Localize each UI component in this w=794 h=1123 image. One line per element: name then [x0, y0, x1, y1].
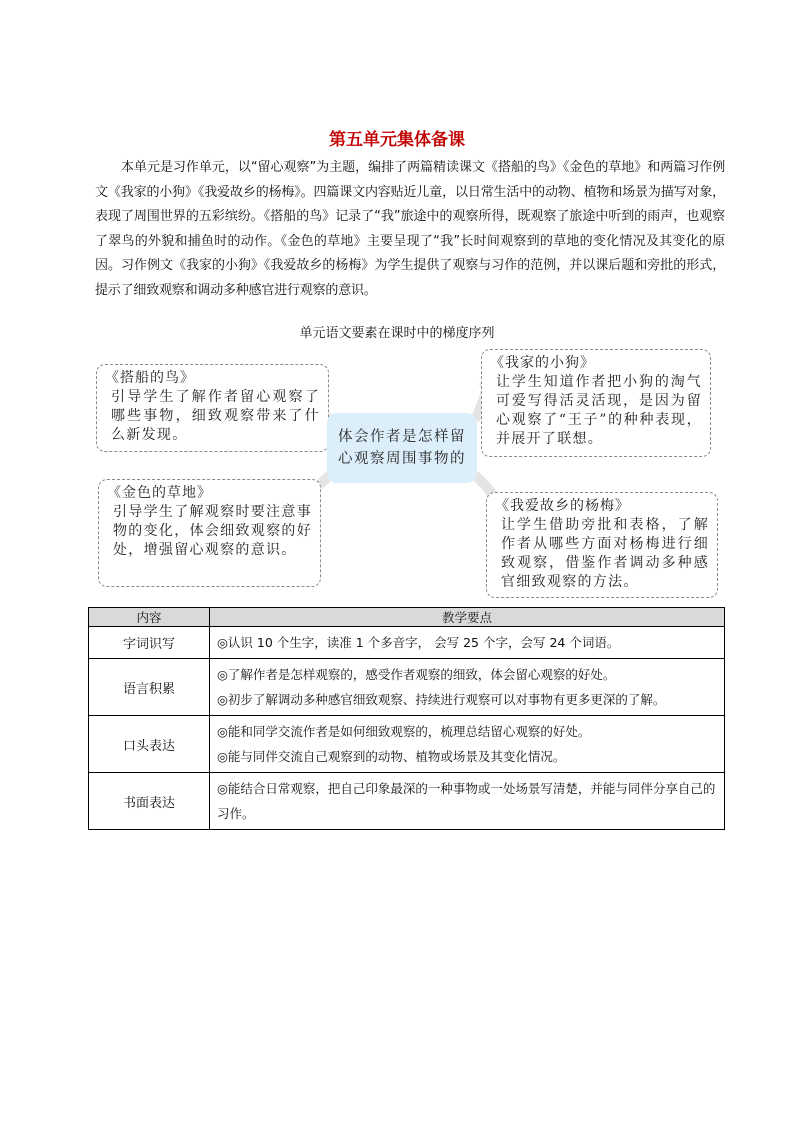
node-title: 《金色的草地》 — [107, 485, 212, 501]
row-category: 语言积累 — [89, 659, 210, 716]
point-item: ◎能结合日常观察，把自己印象最深的一种事物或一处场景写清楚，并能与同伴分享自己的习作。 — [217, 781, 716, 821]
concept-diagram — [90, 345, 730, 600]
header-teaching-points: 教学要点 — [210, 608, 725, 627]
point-item: ◎能与同伴交流自己观察到的动物、植物或场景及其变化情况。 — [217, 749, 566, 764]
row-points — [210, 716, 725, 773]
table-row — [89, 773, 725, 830]
header-content: 内容 — [89, 608, 210, 627]
point-item: ◎能和同学交流作者是如何细致观察的，梳理总结留心观察的好处。 — [217, 724, 591, 739]
row-category: 口头表达 — [89, 716, 210, 773]
point-item: ◎了解作者是怎样观察的，感受作者观察的细致，体会留心观察的好处。 — [217, 667, 616, 682]
table-row — [89, 627, 725, 659]
node-text: 引导学生了解作者留心观察了哪些事物，细致观察带来了什么新发现。 — [111, 389, 320, 443]
node-text: 让学生借助旁批和表格，了解作者从哪些方面对杨梅进行细致观察，借鉴作者调动多种感官细致观察的方法。 — [501, 517, 709, 590]
row-points — [210, 659, 725, 716]
row-points — [210, 773, 725, 830]
central-theme: 体会作者是怎样留心观察周围事物的 — [327, 413, 477, 483]
node-title: 《搭船的鸟》 — [105, 370, 195, 386]
teaching-points-table — [88, 607, 725, 830]
node-jinse-de-caodi — [98, 479, 321, 587]
node-dachuan-de-niao — [96, 364, 329, 452]
node-wojia-de-xiaogou — [481, 349, 711, 457]
node-text: 引导学生了解观察时要注意事物的变化，体会细致观察的好处，增强留心观察的意识。 — [113, 504, 312, 558]
table-row — [89, 716, 725, 773]
row-category: 书面表达 — [89, 773, 210, 830]
node-title: 《我爱故乡的杨梅》 — [495, 498, 630, 514]
node-guxiang-de-yangmei — [486, 492, 718, 598]
node-title: 《我家的小狗》 — [490, 355, 595, 371]
point-item: ◎初步了解调动多种感官细致观察、持续进行观察可以对事物有更多更深的了解。 — [217, 692, 666, 707]
row-category: 字词识写 — [89, 627, 210, 659]
diagram-heading: 单元语文要素在课时中的梯度序列 — [299, 326, 495, 341]
row-points — [210, 627, 725, 659]
point-item: ◎认识 10 个生字，读准 1 个多音字， 会写 25 个字，会写 24 个词语。 — [217, 635, 620, 650]
table-row — [89, 659, 725, 716]
node-text: 让学生知道作者把小狗的淘气可爱写得活灵活现，是因为留心观察了“王子”的种种表现，并展开了联想。 — [496, 374, 702, 447]
intro-paragraph: 本单元是习作单元，以“留心观察”为主题，编排了两篇精读课文《搭船的鸟》《金色的草地》和两篇习作例文《我家的小狗》《我爱故乡的杨梅》。四篇课文内容贴近儿童，以日常生活中的动物、植物和场景为描写对象，表现了周围世界的五彩缤纷。《搭船的鸟》记录了“我”旅途中的观察所得，既观察了旅途中听到的雨声，也观察了翠鸟的外貌和捕鱼时的动作。《金色的草地》主要呈现了“我”长时间观察到的草地的变化情况及其变化的原因。习作例文《我家的小狗》《我爱故乡的杨梅》为学生提供了观察与习作的范例，并以课后题和旁批的形式，提示了细致观察和调动多种感官进行观察的意识。 — [95, 160, 725, 298]
page-title: 第五单元集体备课 — [329, 130, 465, 150]
table-header-row — [89, 608, 725, 627]
